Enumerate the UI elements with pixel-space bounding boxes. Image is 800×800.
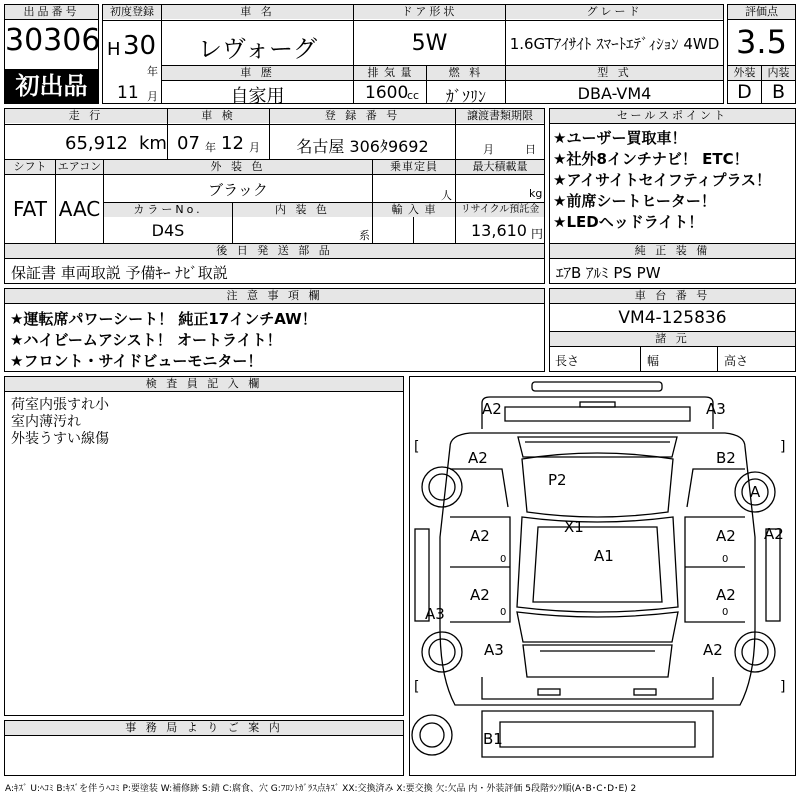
month: 11 — [117, 83, 139, 103]
hood-outline — [523, 645, 672, 677]
fuel: ｶﾞｿﾘﾝ — [445, 87, 486, 106]
recycle-label: リサイクル預託金 — [456, 203, 544, 217]
exterior-label: 外装 — [728, 66, 761, 80]
int-color-label: 内 装 色 — [233, 203, 372, 217]
load-unit: kg — [529, 187, 543, 200]
ext-color-label: 外 装 色 — [104, 160, 372, 174]
inspector-label: 検 査 員 記 入 欄 — [5, 377, 403, 392]
mark-rear-left: A2 — [482, 400, 502, 418]
roof-outline — [522, 453, 673, 517]
chassis-box — [549, 288, 796, 372]
interior-grade: B — [771, 81, 786, 103]
cc-unit: cc — [407, 89, 420, 102]
mark-fender-left: A3 — [484, 641, 504, 659]
score-box — [727, 4, 796, 104]
sales-points-label: セールスポイント — [550, 109, 795, 124]
lot-number-box — [4, 4, 99, 104]
era: H — [107, 39, 121, 60]
int-color-unit: 系 — [359, 229, 370, 242]
sales-point-item: ★LEDヘッドライト！ — [553, 213, 704, 231]
yen-unit: 円 — [531, 227, 544, 241]
bracket: ] — [780, 679, 786, 695]
year-unit: 年 — [147, 65, 158, 78]
mark-zero: 0 — [722, 607, 729, 618]
mark-trunk: P2 — [548, 471, 567, 489]
mark-rear-right: A3 — [706, 400, 726, 418]
chassis-number: VM4-125836 — [618, 308, 727, 328]
inspector-box — [4, 376, 404, 716]
grade: 1.6GTｱｲｻｲﾄ ｽﾏｰﾄｴﾃﾞｨｼｮﾝ 4WD — [509, 35, 720, 53]
mileage: 65,912 — [65, 133, 128, 154]
spare-tire-outline — [412, 715, 452, 755]
header-main-box — [102, 4, 724, 107]
height-label: 高さ — [724, 354, 749, 368]
notes-box — [4, 288, 545, 372]
sales-point-item: ★前席シートヒーター！ — [553, 192, 716, 210]
bracket: [ — [414, 439, 420, 455]
mark-quarter-right: B2 — [716, 449, 736, 467]
wheel-fl-outline — [422, 632, 462, 672]
score-label: 評価点 — [728, 5, 795, 20]
legend: A:ｷｽﾞ U:ﾍｺﾐ B:ｷｽﾞを伴うﾍｺﾐ P:要塗装 W:補修跡 S:錆 C:腐食、穴 G:ﾌﾛﾝﾄｶﾞﾗｽ点ｷｽﾞ XX:交換済み X:要交換 欠:欠品 内・外装評価 5段階ﾗﾝｸ順(A･B･C･D･E) 2 — [5, 784, 637, 794]
inspection-month: 12 — [221, 133, 244, 154]
grade-label: グレード — [506, 5, 723, 19]
score: 3.5 — [736, 23, 787, 61]
office-box — [4, 720, 404, 776]
inspector-line: 荷室内張すれ小 — [11, 397, 109, 413]
mark-hood: A1 — [594, 547, 614, 565]
displacement: 1600 — [365, 83, 409, 103]
inspection-year: 07 — [177, 133, 200, 154]
mark-roof: X1 — [564, 518, 584, 536]
car-diagram — [410, 377, 795, 775]
mark-rear-step-right: A2 — [764, 525, 784, 543]
mark-zero: 0 — [500, 554, 507, 565]
first-listing-badge: 初出品 — [5, 69, 98, 103]
car-name-label: 車 名 — [162, 5, 353, 19]
mark-front-bumper: B1 — [483, 730, 503, 748]
sales-point-item: ★社外8インチナビ！ ETC！ — [553, 150, 749, 168]
genuine-label: 純 正 装 備 — [550, 244, 795, 259]
color-no-label: カラーNo. — [104, 203, 232, 217]
bracket: [ — [414, 679, 420, 695]
chassis-label: 車 台 番 号 — [550, 289, 795, 304]
mark-quarter-left: A2 — [468, 449, 488, 467]
front-bumper-outline — [482, 677, 713, 699]
sales-point-item: ★ユーザー買取車！ — [553, 129, 687, 147]
km-unit: km — [139, 133, 167, 154]
plate-label: 登 録 番 号 — [270, 109, 455, 123]
notes-label: 注 意 事 項 欄 — [5, 289, 544, 304]
shift-label: シフト — [5, 160, 55, 174]
model: DBA-VM4 — [577, 84, 652, 103]
plate: 名古屋 306ﾀ9692 — [296, 137, 429, 156]
color-no: D4S — [151, 221, 185, 240]
fuel-label: 燃 料 — [427, 66, 505, 80]
capacity-label: 乗車定員 — [373, 160, 455, 174]
load-label: 最大積載量 — [456, 160, 544, 174]
width-label: 幅 — [647, 354, 660, 368]
interior-label: 内装 — [762, 66, 795, 80]
capacity-unit: 人 — [441, 189, 452, 202]
door-label: ドア形状 — [354, 5, 505, 19]
later-parts: 保証書 車両取説 予備ｷｰ ﾅﾋﾞ取説 — [11, 264, 228, 282]
year: 30 — [123, 31, 157, 61]
inspection-year-unit: 年 — [205, 141, 216, 154]
mark-rear-door-left: A2 — [470, 527, 490, 545]
ext-color: ブラック — [208, 181, 268, 199]
rear-glass-outline — [518, 437, 677, 457]
office-label: 事 務 局 よ り ご 案 内 — [5, 721, 403, 736]
lot-number: 30306 — [5, 23, 101, 58]
transfer-label: 譲渡書類期限 — [456, 109, 544, 123]
mark-front-door-left: A2 — [470, 586, 490, 604]
transfer-day-unit: 日 — [525, 143, 536, 156]
wheel-rl-outline — [422, 467, 462, 507]
ac-label: エアコン — [57, 160, 102, 173]
mark-rear-door-right: A2 — [716, 527, 736, 545]
door-type: 5W — [411, 31, 448, 56]
month-unit: 月 — [147, 90, 158, 103]
inspection-month-unit: 月 — [249, 141, 260, 154]
first-reg-label: 初度登録 — [103, 5, 161, 19]
inspection-label: 車 検 — [168, 109, 269, 123]
bracket: ] — [780, 439, 786, 455]
mark-zero: 0 — [722, 554, 729, 565]
rear-spoiler-outline — [532, 382, 662, 391]
shift: FAT — [12, 197, 47, 221]
ac: AAC — [58, 197, 101, 221]
length-label: 長さ — [555, 354, 580, 368]
body-outline — [440, 433, 755, 705]
transfer-month-unit: 月 — [483, 143, 494, 156]
inspector-line: 室内薄汚れ — [11, 414, 81, 430]
model-label: 型 式 — [506, 66, 723, 80]
damage-diagram-box — [409, 376, 796, 776]
mark-wheel-rr: A — [750, 483, 761, 501]
later-parts-label: 後 日 発 送 部 品 — [5, 244, 544, 258]
displacement-label: 排 気 量 — [354, 66, 426, 80]
mark-fender-right: A2 — [703, 641, 723, 659]
sales-points-box — [549, 108, 796, 284]
history: 自家用 — [230, 86, 285, 107]
mark-zero: 0 — [500, 607, 507, 618]
mileage-label: 走 行 — [5, 109, 167, 123]
note-item: ★フロント・サイドビューモニター！ — [10, 352, 263, 370]
note-item: ★運転席パワーシート！ 純正17インチAW！ — [10, 310, 317, 328]
specs-label: 諸 元 — [550, 332, 795, 347]
import-label: 輸 入 車 — [373, 203, 455, 217]
exterior-grade: D — [737, 81, 752, 103]
genuine-equipment: ｴｱB ｱﾙﾐ PS PW — [556, 264, 661, 282]
sales-point-item: ★アイサイトセイフティプラス！ — [553, 171, 772, 189]
mark-step-left: A3 — [425, 605, 445, 623]
note-item: ★ハイビームアシスト！ オートライト！ — [10, 331, 282, 349]
recycle-amount: 13,610 — [471, 221, 527, 240]
inspector-line: 外装うすい線傷 — [11, 431, 109, 447]
history-label: 車 歴 — [162, 66, 353, 80]
car-name: レヴォーグ — [197, 35, 318, 63]
mark-front-door-right: A2 — [716, 586, 736, 604]
lot-number-label: 出品番号 — [5, 5, 98, 20]
details-box — [4, 108, 545, 284]
